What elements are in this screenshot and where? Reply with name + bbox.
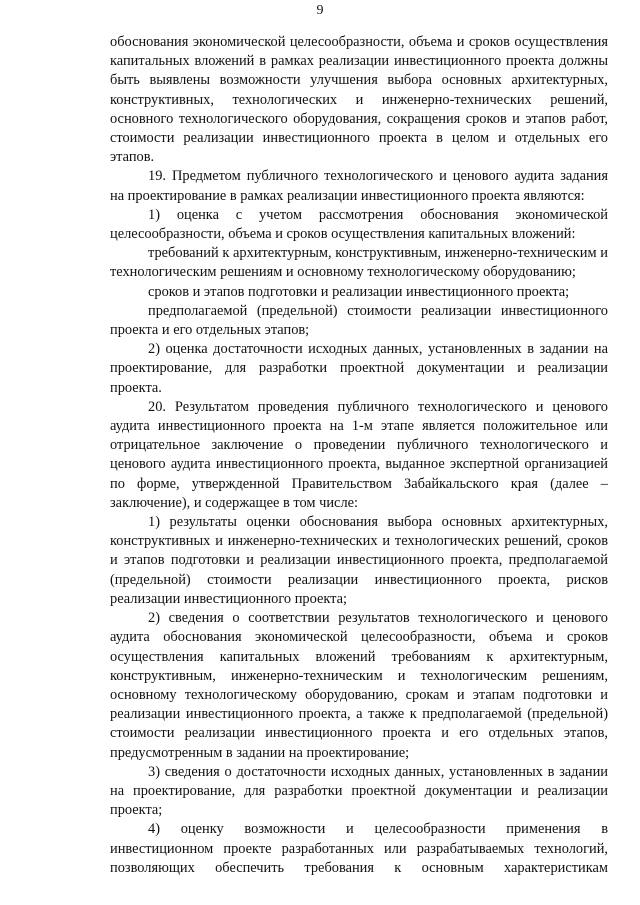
- paragraph-continuation: обоснования экономической целесообразности, объема и сроков осуществления капитальных вложений в рамках реализации инвестиционного проекта должны быть выявлены возможности улучшения выбора основных архитектурных, конструктивных, технологических и инженерно-технических решений, основного технологического оборудования, сокращения сроков и этапов работ, стоимости реализации инвестиционного проекта в целом и отдельных его этапов.: [110, 34, 608, 166]
- paragraph-19-item-1-requirements: требований к архитектурным, конструктивным, инженерно-техническим и технологическим решениям и основному технологическому оборудованию;: [110, 245, 608, 281]
- paragraph-19-item-1-terms: сроков и этапов подготовки и реализации инвестиционного проекта;: [148, 283, 570, 300]
- paragraph-19-item-2: 2) оценка достаточности исходных данных, установленных в задании на проектирование, для разработки проектной документации и реализации проекта.: [110, 341, 608, 396]
- paragraph-19-item-1: 1) оценка с учетом рассмотрения обоснования экономической целесообразности, объема и сроков осуществления капитальных вложений:: [110, 206, 608, 243]
- page-number: 9: [316, 3, 324, 18]
- paragraph-20-item-3: 3) сведения о достаточности исходных данных, установленных в задании на проектирование, для разработки проектной документации и реализации проекта;: [110, 763, 608, 819]
- paragraph-20-item-2: 2) сведения о соответствии результатов технологического и ценового аудита обоснования экономической целесообразности, объема и сроков осуществления капитальных вложений требованиям к архитектурным, конструктивным, инженерно-техническим и технологическим решениям, основному технологическому оборудованию, срокам и этапам подготовки и реализации инвестиционного проекта, а также к предполагаемой (предельной) стоимости реализации инвестиционного проекта и его отдельных этапов, предусмотренным в задании на проектирование;: [110, 610, 608, 761]
- document-body: [110, 33, 608, 878]
- paragraph-clause-20: 20. Результатом проведения публичного технологического и ценового аудита инвестиционного проекта на 1-м этапе является положительное или отрицательное заключение о проведении публичного технологического и ценового аудита инвестиционного проекта, выданное экспертной организацией по форме, утвержденной Правительством Забайкальского края (далее – заключение), и содержащее в том числе:: [110, 398, 608, 511]
- paragraph-20-item-1: 1) результаты оценки обоснования выбора основных архитектурных, конструктивных и инженерно-технических и технологических решений, сроков и этапов подготовки и реализации инвестиционного проекта, предполагаемой (предельной) стоимости реализации инвестиционного проекта, рисков реализации инвестиционного проекта;: [110, 514, 608, 607]
- paragraph-clause-19: 19. Предметом публичного технологического и ценового аудита задания на проектирование в рамках реализации инвестиционного проекта являются:: [110, 168, 608, 204]
- paragraph-19-item-1-cost: предполагаемой (предельной) стоимости реализации инвестиционного проекта и его отдельных этапов;: [110, 302, 608, 339]
- paragraph-20-item-4: 4) оценку возможности и целесообразности применения в инвестиционном проекте разработанных или разрабатываемых технологий, позволяющих обеспечить требования к основным характеристикам: [110, 821, 608, 876]
